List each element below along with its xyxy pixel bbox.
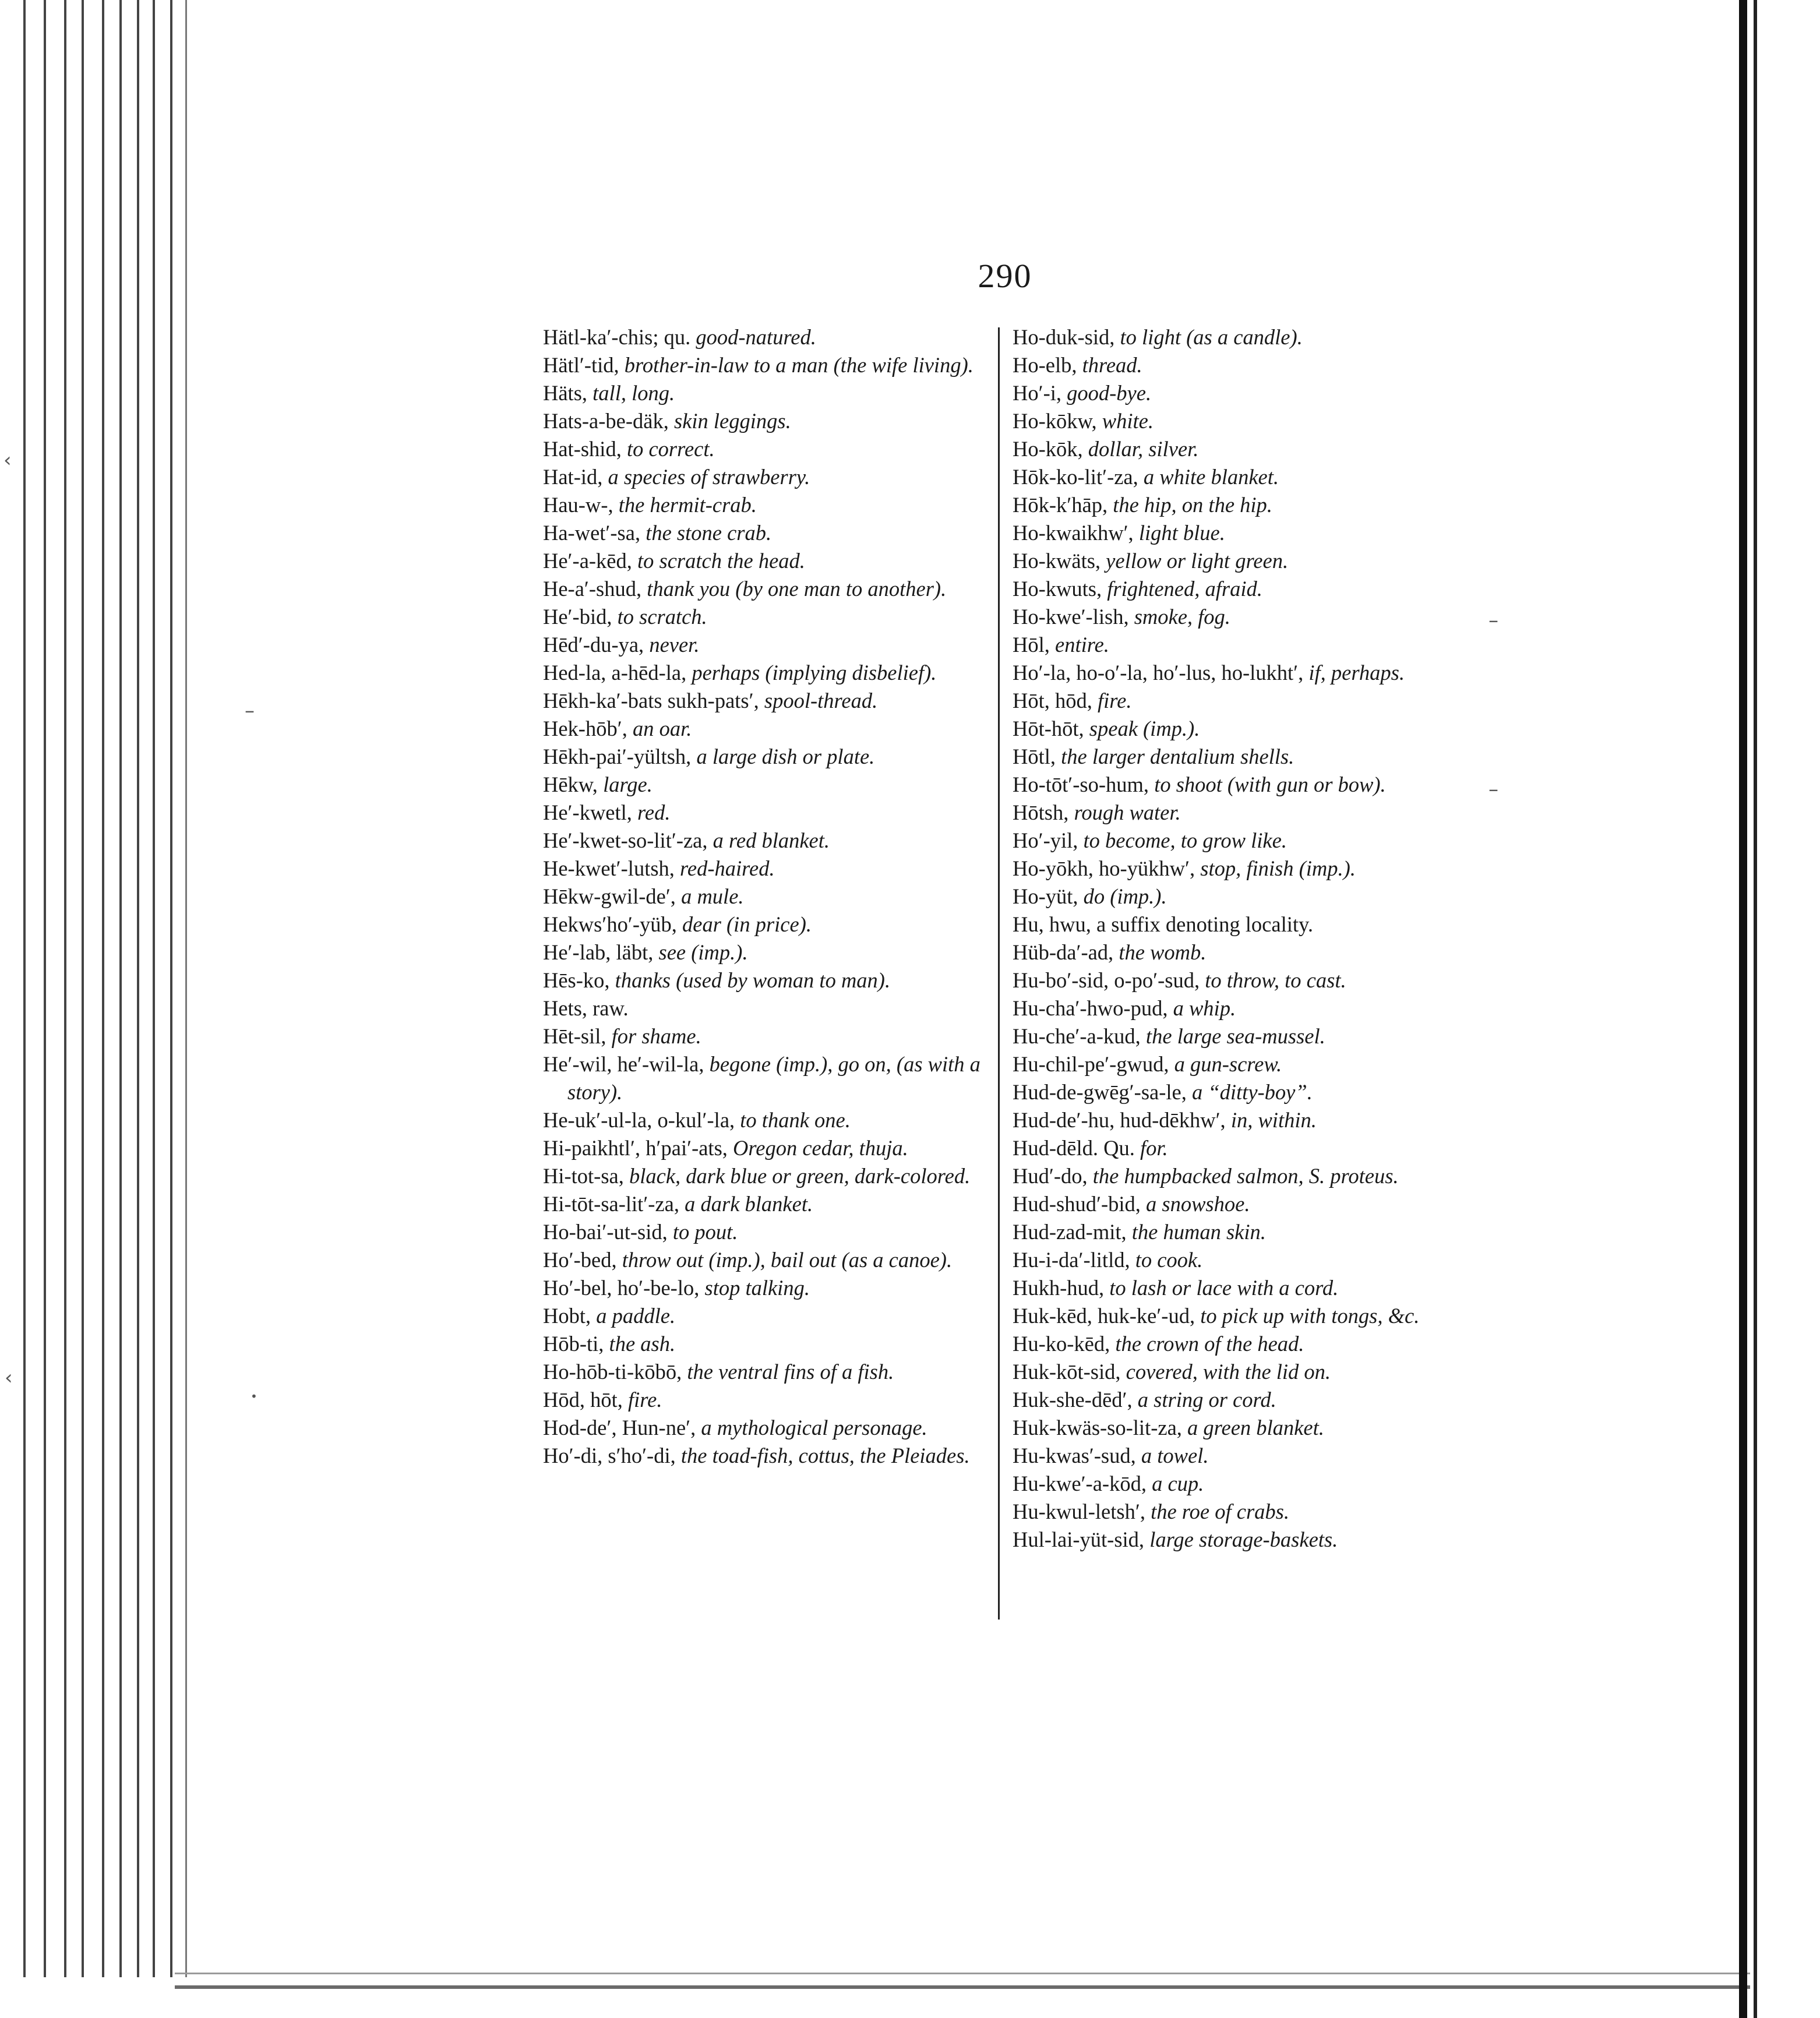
- dictionary-entry: [543, 1022, 997, 1050]
- entry-headword: Ho′-di, s′ho′-di,: [543, 1444, 676, 1467]
- entry-headword: Hu-ko-kēd,: [1013, 1332, 1110, 1356]
- dictionary-entry: [1013, 575, 1467, 603]
- dictionary-entry: [1013, 519, 1467, 547]
- margin-mark: •: [251, 1389, 258, 1403]
- entry-headword: Huk-kōt-sid,: [1013, 1360, 1121, 1384]
- entry-headword: He′-bid,: [543, 605, 612, 629]
- dictionary-entry: [543, 799, 997, 827]
- dictionary-entry: [1013, 351, 1467, 379]
- dictionary-entry: [1013, 687, 1467, 715]
- page-edge-line: [119, 0, 122, 1977]
- entry-gloss: to light (as a candle).: [1114, 325, 1303, 349]
- entry-gloss: tall, long.: [587, 381, 675, 405]
- entry-headword: Hōt, hōd,: [1013, 689, 1092, 712]
- entry-gloss: light blue.: [1133, 521, 1225, 545]
- dictionary-entry: [543, 547, 997, 575]
- entry-headword: Hōt-hōt,: [1013, 717, 1084, 740]
- dictionary-entry: [1013, 1498, 1467, 1526]
- page-edge-line: [23, 0, 26, 1977]
- dictionary-entry: [1013, 994, 1467, 1022]
- dictionary-entry: [543, 1134, 997, 1162]
- entry-headword: Hōtl,: [1013, 745, 1056, 768]
- dictionary-entry: [543, 463, 997, 491]
- entry-gloss: thread.: [1077, 353, 1142, 377]
- entry-headword: Hud-shud′-bid,: [1013, 1192, 1141, 1216]
- page-edge-line: [82, 0, 84, 1977]
- entry-gloss: to shoot (with gun or bow).: [1149, 772, 1386, 796]
- dictionary-entry: [543, 1162, 997, 1190]
- entry-gloss: never.: [644, 633, 700, 657]
- entry-gloss: dear (in price).: [676, 912, 812, 936]
- dictionary-entry: [1013, 1358, 1467, 1386]
- entry-gloss: the womb.: [1113, 940, 1207, 964]
- entry-headword: He′-kwetl,: [543, 800, 632, 824]
- entry-gloss: to throw, to cast.: [1200, 968, 1346, 992]
- entry-headword: Hi-tot-sa,: [543, 1164, 624, 1188]
- dictionary-entry: [1013, 743, 1467, 771]
- entry-headword: Hek-hōb′,: [543, 717, 627, 740]
- entry-headword: Hat-id,: [543, 465, 603, 489]
- dictionary-entry: [543, 379, 997, 407]
- entry-gloss: a paddle.: [591, 1304, 676, 1328]
- entry-gloss: thanks (used by woman to man).: [609, 968, 891, 992]
- entry-headword: Ho-bai′-ut-sid,: [543, 1220, 668, 1244]
- entry-headword: Häts,: [543, 381, 588, 405]
- dictionary-entry: [1013, 1022, 1467, 1050]
- dictionary-entry: [543, 743, 997, 771]
- entry-gloss: for.: [1134, 1136, 1168, 1160]
- entry-headword: Ho-hōb-ti-kōbō,: [543, 1360, 682, 1384]
- dictionary-entry: [543, 575, 997, 603]
- entry-gloss: to pick up with tongs, &c.: [1195, 1304, 1420, 1328]
- page-edge-line: [170, 0, 172, 1977]
- dictionary-entry: [1013, 855, 1467, 883]
- dictionary-entry: [1013, 1106, 1467, 1134]
- dictionary-entry: [1013, 1078, 1467, 1106]
- entry-gloss: the roe of crabs.: [1145, 1500, 1289, 1523]
- margin-mark: –: [1489, 778, 1498, 801]
- entry-gloss: a green blanket.: [1181, 1416, 1324, 1440]
- page-bottom-edge: [175, 1985, 1750, 1989]
- entry-gloss: rough water.: [1068, 800, 1181, 824]
- dictionary-entry: [543, 351, 997, 379]
- entry-gloss: covered, with the lid on.: [1120, 1360, 1331, 1384]
- entry-headword: He′-a-kēd,: [543, 549, 632, 573]
- gutter-shadow: [1754, 0, 1757, 2018]
- margin-mark: –: [1489, 609, 1498, 632]
- entry-headword: Hul-lai-yüt-sid,: [1013, 1527, 1145, 1551]
- entry-gloss: dollar, silver.: [1082, 437, 1199, 461]
- entry-gloss: skin leggings.: [668, 409, 791, 433]
- entry-gloss: the larger dentalium shells.: [1056, 745, 1295, 768]
- entry-gloss: an oar.: [627, 717, 692, 740]
- entry-headword: Hu-chil-pe′-gwud,: [1013, 1052, 1169, 1076]
- entry-gloss: a whip.: [1168, 996, 1236, 1020]
- dictionary-entry: [543, 407, 997, 435]
- entry-headword: Ha-wet′-sa,: [543, 521, 641, 545]
- entry-headword: Hats-a-be-däk,: [543, 409, 669, 433]
- entry-headword: Hau-w-,: [543, 493, 613, 517]
- dictionary-entry: [1013, 715, 1467, 743]
- dictionary-entry: [543, 911, 997, 939]
- entry-headword: Hätl-ka′-chis; qu.: [543, 325, 691, 349]
- entry-headword: Ho-yüt,: [1013, 884, 1078, 908]
- entry-gloss: the hermit-crab.: [613, 493, 757, 517]
- entry-gloss: begone (imp.), go on, (as with a story).: [567, 1052, 980, 1104]
- entry-headword: Ho-kōk,: [1013, 437, 1083, 461]
- dictionary-entry: [543, 855, 997, 883]
- dictionary-entry: [1013, 547, 1467, 575]
- dictionary-entry: [1013, 1134, 1467, 1162]
- entry-gloss: the ash.: [604, 1332, 676, 1356]
- entry-headword: Hōk-k′hāp,: [1013, 493, 1108, 517]
- entry-gloss: the human skin.: [1126, 1220, 1266, 1244]
- entry-headword: Hobt,: [543, 1304, 591, 1328]
- dictionary-entry: [1013, 911, 1467, 939]
- dictionary-entry: [1013, 323, 1467, 351]
- dictionary-entry: [1013, 1246, 1467, 1274]
- dictionary-entry: [543, 1190, 997, 1218]
- entry-gloss: do (imp.).: [1078, 884, 1167, 908]
- dictionary-entry: [1013, 1386, 1467, 1414]
- dictionary-entry: [1013, 1442, 1467, 1470]
- entry-headword: Hud′-do,: [1013, 1164, 1088, 1188]
- page-bottom-edge: [175, 1973, 1750, 1974]
- entry-gloss: good-natured.: [690, 325, 816, 349]
- dictionary-entry: [1013, 1470, 1467, 1498]
- entry-gloss: smoke, fog.: [1128, 605, 1230, 629]
- dictionary-entry: [543, 966, 997, 994]
- dictionary-entry: [543, 1330, 997, 1358]
- entry-headword: Hu-kwe′-a-kōd,: [1013, 1472, 1147, 1495]
- entry-headword: Hēkh-pai′-yültsh,: [543, 745, 692, 768]
- entry-headword: Hu, hwu, a suffix denoting locality.: [1013, 912, 1313, 936]
- dictionary-entry: [1013, 491, 1467, 519]
- entry-headword: Hekws′ho′-yüb,: [543, 912, 677, 936]
- page-edges: [0, 0, 192, 2018]
- entry-gloss: to lash or lace with a cord.: [1104, 1276, 1339, 1300]
- dictionary-entry: [543, 715, 997, 743]
- entry-gloss: the crown of the head.: [1110, 1332, 1304, 1356]
- entry-headword: He-a′-shud,: [543, 577, 642, 601]
- margin-mark: ‹: [5, 1366, 13, 1389]
- dictionary-entry: [1013, 407, 1467, 435]
- left-column: [543, 323, 997, 1470]
- entry-headword: He′-kwet-so-lit′-za,: [543, 828, 708, 852]
- entry-headword: Hud-zad-mit,: [1013, 1220, 1127, 1244]
- dictionary-entry: [543, 491, 997, 519]
- entry-gloss: a mythological personage.: [696, 1416, 927, 1440]
- dictionary-entry: [543, 631, 997, 659]
- entry-headword: Hōb-ti,: [543, 1332, 604, 1356]
- entry-gloss: to pout.: [667, 1220, 738, 1244]
- entry-gloss: good-bye.: [1061, 381, 1152, 405]
- entry-gloss: stop, finish (imp.).: [1195, 856, 1356, 880]
- entry-gloss: a red blanket.: [707, 828, 830, 852]
- entry-headword: Ho′-bel, ho′-be-lo,: [543, 1276, 700, 1300]
- entry-gloss: perhaps (implying disbelief).: [686, 661, 937, 685]
- dictionary-entry: [543, 1358, 997, 1386]
- entry-headword: Hi-paikhtl′, h′pai′-ats,: [543, 1136, 728, 1160]
- page-edge-line: [44, 0, 46, 1977]
- entry-gloss: to cook.: [1130, 1248, 1203, 1272]
- page-edge-line: [64, 0, 66, 1977]
- entry-headword: Hēt-sil,: [543, 1024, 606, 1048]
- entry-gloss: yellow or light green.: [1101, 549, 1289, 573]
- entry-gloss: to thank one.: [735, 1108, 851, 1132]
- entry-headword: He-uk′-ul-la, o-kul′-la,: [543, 1108, 735, 1132]
- entry-headword: Ho-yōkh, ho-yükhw′,: [1013, 856, 1195, 880]
- entry-gloss: the large sea-mussel.: [1140, 1024, 1325, 1048]
- column-rule: [998, 327, 1000, 1620]
- entry-gloss: for shame.: [606, 1024, 701, 1048]
- entry-headword: Hēkh-ka′-bats sukh-pats′,: [543, 689, 759, 712]
- next-page-strip: [1783, 0, 1820, 2018]
- dictionary-entry: [543, 659, 997, 687]
- entry-gloss: large.: [597, 772, 652, 796]
- dictionary-entry: [543, 1274, 997, 1302]
- entry-gloss: a dark blanket.: [679, 1192, 813, 1216]
- entry-gloss: a species of strawberry.: [602, 465, 810, 489]
- right-column: [1013, 323, 1467, 1554]
- dictionary-entry: [543, 1106, 997, 1134]
- dictionary-entry: [543, 1050, 997, 1106]
- entry-headword: Ho-duk-sid,: [1013, 325, 1115, 349]
- dictionary-entry: [1013, 883, 1467, 911]
- entry-gloss: throw out (imp.), bail out (as a canoe).: [616, 1248, 953, 1272]
- entry-gloss: Oregon cedar, thuja.: [727, 1136, 908, 1160]
- page-edge-line: [102, 0, 104, 1977]
- margin-mark: ‹: [3, 449, 12, 472]
- dictionary-entry: [1013, 1162, 1467, 1190]
- entry-headword: Ho-kwäts,: [1013, 549, 1101, 573]
- dictionary-entry: [1013, 966, 1467, 994]
- entry-gloss: black, dark blue or green, dark-colored.: [623, 1164, 971, 1188]
- entry-gloss: a snowshoe.: [1140, 1192, 1250, 1216]
- entry-headword: Ho′-bed,: [543, 1248, 617, 1272]
- dictionary-entry: [543, 435, 997, 463]
- entry-headword: Hēd′-du-ya,: [543, 633, 644, 657]
- dictionary-entry: [1013, 1526, 1467, 1554]
- dictionary-entry: [1013, 1302, 1467, 1330]
- entry-headword: Ho-tōt′-so-hum,: [1013, 772, 1149, 796]
- entry-headword: He′-wil, he′-wil-la,: [543, 1052, 704, 1076]
- dictionary-entry: [1013, 827, 1467, 855]
- entry-headword: Hüb-da′-ad,: [1013, 940, 1114, 964]
- entry-headword: Hud-dēld. Qu.: [1013, 1136, 1135, 1160]
- dictionary-entry: [543, 1414, 997, 1442]
- dictionary-entry: [543, 323, 997, 351]
- entry-headword: Ho-elb,: [1013, 353, 1077, 377]
- entry-gloss: speak (imp.).: [1084, 717, 1200, 740]
- dictionary-entry: [543, 1246, 997, 1274]
- entry-headword: Hōtsh,: [1013, 800, 1069, 824]
- entry-headword: He-kwet′-lutsh,: [543, 856, 675, 880]
- entry-headword: Hōd, hōt,: [543, 1388, 623, 1412]
- dictionary-entry: [1013, 771, 1467, 799]
- entry-headword: Huk-kwäs-so-lit-za,: [1013, 1416, 1182, 1440]
- dictionary-entry: [1013, 631, 1467, 659]
- entry-headword: Hu-cha′-hwo-pud,: [1013, 996, 1168, 1020]
- dictionary-entry: [1013, 379, 1467, 407]
- entry-gloss: to scratch.: [612, 605, 707, 629]
- dictionary-entry: [1013, 1050, 1467, 1078]
- entry-headword: Ho-kwaikhw′,: [1013, 521, 1134, 545]
- entry-gloss: fire.: [1092, 689, 1132, 712]
- entry-gloss: frightened, afraid.: [1102, 577, 1262, 601]
- entry-gloss: a cup.: [1146, 1472, 1204, 1495]
- gutter-shadow: [1739, 0, 1747, 2018]
- entry-gloss: to scratch the head.: [632, 549, 805, 573]
- entry-headword: Hu-kwul-letsh′,: [1013, 1500, 1145, 1523]
- page-number: 290: [978, 257, 1032, 295]
- entry-headword: Huk-kēd, huk-ke′-ud,: [1013, 1304, 1195, 1328]
- dictionary-entry: [1013, 659, 1467, 687]
- dictionary-entry: [1013, 799, 1467, 827]
- entry-headword: Hu-che′-a-kud,: [1013, 1024, 1141, 1048]
- entry-gloss: the stone crab.: [640, 521, 772, 545]
- entry-gloss: the toad-fish, cottus, the Pleiades.: [675, 1444, 970, 1467]
- entry-gloss: thank you (by one man to another).: [641, 577, 947, 601]
- dictionary-entry: [543, 1442, 997, 1470]
- entry-gloss: a mule.: [675, 884, 744, 908]
- entry-gloss: brother-in-law to a man (the wife living).: [619, 353, 974, 377]
- entry-gloss: a “ditty-boy”.: [1186, 1080, 1313, 1104]
- entry-gloss: to correct.: [621, 437, 715, 461]
- entry-headword: Ho′-i,: [1013, 381, 1062, 405]
- dictionary-entry: [543, 827, 997, 855]
- entry-headword: Ho-kōkw,: [1013, 409, 1097, 433]
- entry-gloss: red-haired.: [674, 856, 775, 880]
- dictionary-entry: [1013, 1190, 1467, 1218]
- entry-headword: Ho′-yil,: [1013, 828, 1078, 852]
- entry-gloss: if, perhaps.: [1303, 661, 1405, 685]
- entry-gloss: the hip, on the hip.: [1107, 493, 1272, 517]
- dictionary-entry: [543, 1302, 997, 1330]
- entry-headword: Ho′-la, ho-o′-la, ho′-lus, ho-lukht′,: [1013, 661, 1304, 685]
- entry-gloss: the humpbacked salmon, S. proteus.: [1087, 1164, 1399, 1188]
- entry-headword: Hets, raw.: [543, 996, 629, 1020]
- dictionary-entry: [1013, 1414, 1467, 1442]
- dictionary-entry: [543, 994, 997, 1022]
- dictionary-entry: [543, 519, 997, 547]
- entry-headword: Hed-la, a-hēd-la,: [543, 661, 687, 685]
- dictionary-entry: [543, 939, 997, 966]
- entry-gloss: white.: [1096, 409, 1154, 433]
- dictionary-entry: [1013, 939, 1467, 966]
- entry-headword: Hat-shid,: [543, 437, 622, 461]
- dictionary-entry: [543, 603, 997, 631]
- entry-gloss: the ventral fins of a fish.: [682, 1360, 894, 1384]
- dictionary-entry: [543, 883, 997, 911]
- entry-headword: Ho-kwuts,: [1013, 577, 1102, 601]
- entry-gloss: fire.: [622, 1388, 662, 1412]
- dictionary-entry: [1013, 463, 1467, 491]
- dictionary-entry: [543, 687, 997, 715]
- entry-headword: He′-lab, läbt,: [543, 940, 654, 964]
- entry-headword: Hōk-ko-lit′-za,: [1013, 465, 1138, 489]
- entry-gloss: a gun-screw.: [1169, 1052, 1282, 1076]
- dictionary-entry: [1013, 435, 1467, 463]
- entry-headword: Huk-she-dēd′,: [1013, 1388, 1133, 1412]
- dictionary-entry: [1013, 1274, 1467, 1302]
- entry-gloss: large storage-baskets.: [1144, 1527, 1338, 1551]
- entry-gloss: spool-thread.: [759, 689, 878, 712]
- entry-headword: Ho-kwe′-lish,: [1013, 605, 1129, 629]
- entry-gloss: see (imp.).: [653, 940, 748, 964]
- entry-gloss: a large dish or plate.: [691, 745, 875, 768]
- entry-headword: Hōl,: [1013, 633, 1050, 657]
- page-edge-line: [185, 0, 187, 1977]
- entry-headword: Hukh-hud,: [1013, 1276, 1105, 1300]
- entry-gloss: a string or cord.: [1132, 1388, 1276, 1412]
- entry-gloss: in, within.: [1225, 1108, 1317, 1132]
- dictionary-entry: [543, 771, 997, 799]
- dictionary-entry: [1013, 1330, 1467, 1358]
- entry-headword: Hu-kwas′-sud,: [1013, 1444, 1136, 1467]
- entry-gloss: stop talking.: [699, 1276, 810, 1300]
- dictionary-entry: [543, 1218, 997, 1246]
- entry-gloss: red.: [632, 800, 671, 824]
- entry-headword: Hod-de′, Hun-ne′,: [543, 1416, 696, 1440]
- dictionary-entry: [1013, 1218, 1467, 1246]
- page-edge-line: [153, 0, 155, 1977]
- entry-headword: Hu-bo′-sid, o-po′-sud,: [1013, 968, 1200, 992]
- margin-mark: –: [245, 699, 255, 722]
- entry-headword: Hätl′-tid,: [543, 353, 619, 377]
- entry-gloss: to become, to grow like.: [1078, 828, 1287, 852]
- entry-gloss: a towel.: [1135, 1444, 1209, 1467]
- entry-headword: Hēkw,: [543, 772, 598, 796]
- entry-headword: Hu-i-da′-litld,: [1013, 1248, 1130, 1272]
- entry-headword: Hēs-ko,: [543, 968, 610, 992]
- entry-gloss: a white blanket.: [1138, 465, 1279, 489]
- page-edge-line: [137, 0, 139, 1977]
- entry-headword: Hud-de-gwēg′-sa-le,: [1013, 1080, 1187, 1104]
- dictionary-entry: [543, 1386, 997, 1414]
- dictionary-entry: [1013, 603, 1467, 631]
- entry-headword: Hud-de′-hu, hud-dēkhw′,: [1013, 1108, 1226, 1132]
- entry-headword: Hi-tōt-sa-lit′-za,: [543, 1192, 679, 1216]
- entry-headword: Hēkw-gwil-de′,: [543, 884, 676, 908]
- entry-gloss: entire.: [1049, 633, 1109, 657]
